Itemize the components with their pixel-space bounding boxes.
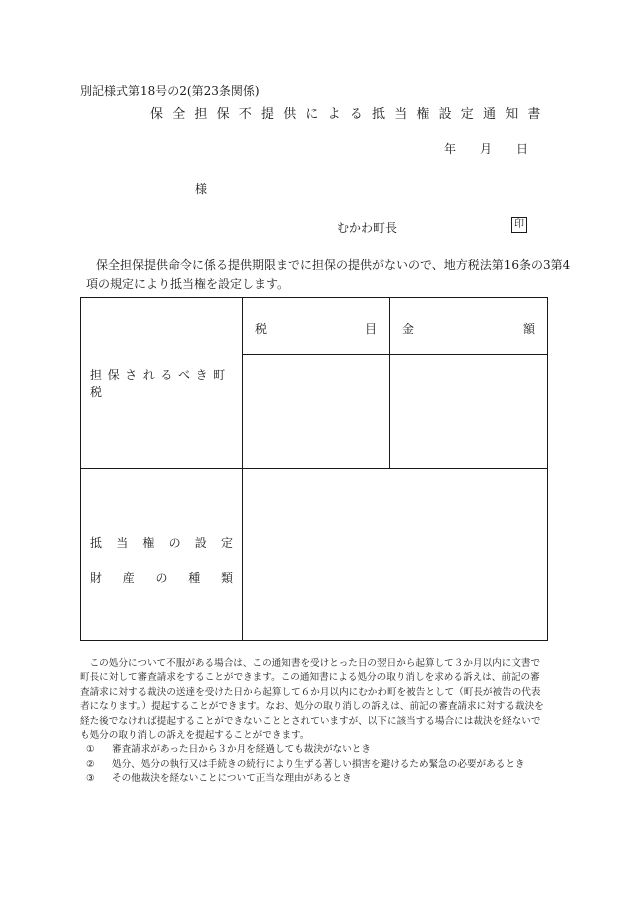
addressee-suffix: 様: [195, 182, 208, 196]
cell-amount-value[interactable]: [390, 355, 548, 469]
label-mortgage-property-type: [81, 469, 243, 641]
label-char: 設: [194, 536, 207, 550]
label-char: 種: [188, 571, 201, 585]
label-char: 当: [116, 536, 129, 550]
appeal-notes: [80, 657, 548, 787]
label-line-mortgage-setting: [90, 534, 233, 551]
form-number: 別記様式第18号の2(第23条関係): [80, 84, 260, 98]
label-char: 定: [220, 536, 233, 550]
tax-mortgage-table: [80, 297, 548, 641]
header-tax-item-char: 税: [255, 322, 268, 336]
label-char: の: [168, 536, 181, 550]
body-text-line1: 保全担保提供命令に係る提供期限までに担保の提供がないので、地方税法第16条の3第4: [96, 258, 571, 272]
label-line-property-type: [90, 569, 233, 586]
note-item-text: その他裁決を経ないことについて正当な理由があるとき: [112, 773, 352, 785]
note-item-text: 処分、処分の執行又は手続きの続行により生ずる著しい損害を避けるため緊急の必要があるとき: [112, 758, 525, 770]
seal-mark: 印: [511, 217, 527, 233]
note-item-text: 審査請求があった日から３か月を経過しても裁決がないとき: [112, 744, 371, 756]
document-title: 保全担保不提供による抵当権設定通知書: [150, 107, 550, 122]
date-day-label: 日: [516, 142, 529, 156]
label-char: 類: [220, 571, 233, 585]
note-item-number: ②: [86, 758, 95, 770]
header-amount-char: 額: [522, 322, 535, 336]
label-char: の: [155, 571, 168, 585]
label-char: 財: [90, 571, 103, 585]
cell-property-type-value[interactable]: [243, 469, 548, 641]
appeal-paragraph: この処分について不服がある場合は、この通知書を受けとった日の翌日から起算して３か月以内に文書で町長に対して審査請求をすることができます。この通知書による処分の取り消しを求める訴えは、前記の審査請求に対する裁決の送達を受けた日から起算して６か月以内にむかわ町を被告として（町長が被告の代表者になります。）提起することができます。なお、処分の取り消しの訴えは、前記の審査請求に対する裁決を経た後でなければ提起することができないこととされていますが、以下に該当する場合には裁決を経ないでも処分の取り消しの訴えを提起することができます。: [80, 658, 544, 742]
label-taxes-to-be-secured: 担保されるべき町税: [81, 298, 243, 469]
note-item: [86, 772, 548, 786]
date-year-label: 年: [444, 142, 457, 156]
note-item-number: ①: [86, 744, 95, 756]
note-item: [86, 758, 548, 772]
label-char: 権: [142, 536, 155, 550]
header-amount-char: 金: [402, 322, 415, 336]
header-tax-item: [243, 298, 390, 355]
header-tax-item-char: 目: [364, 322, 377, 336]
body-text-line2: 項の規定により抵当権を設定します。: [86, 277, 290, 291]
note-item-number: ③: [86, 773, 95, 785]
note-item: [86, 743, 548, 757]
issuer-name: むかわ町長: [337, 221, 398, 235]
label-char: 抵: [90, 536, 103, 550]
label-char: 産: [122, 571, 135, 585]
cell-tax-item-value[interactable]: [243, 355, 390, 469]
date-month-label: 月: [480, 142, 493, 156]
header-amount: [390, 298, 548, 355]
